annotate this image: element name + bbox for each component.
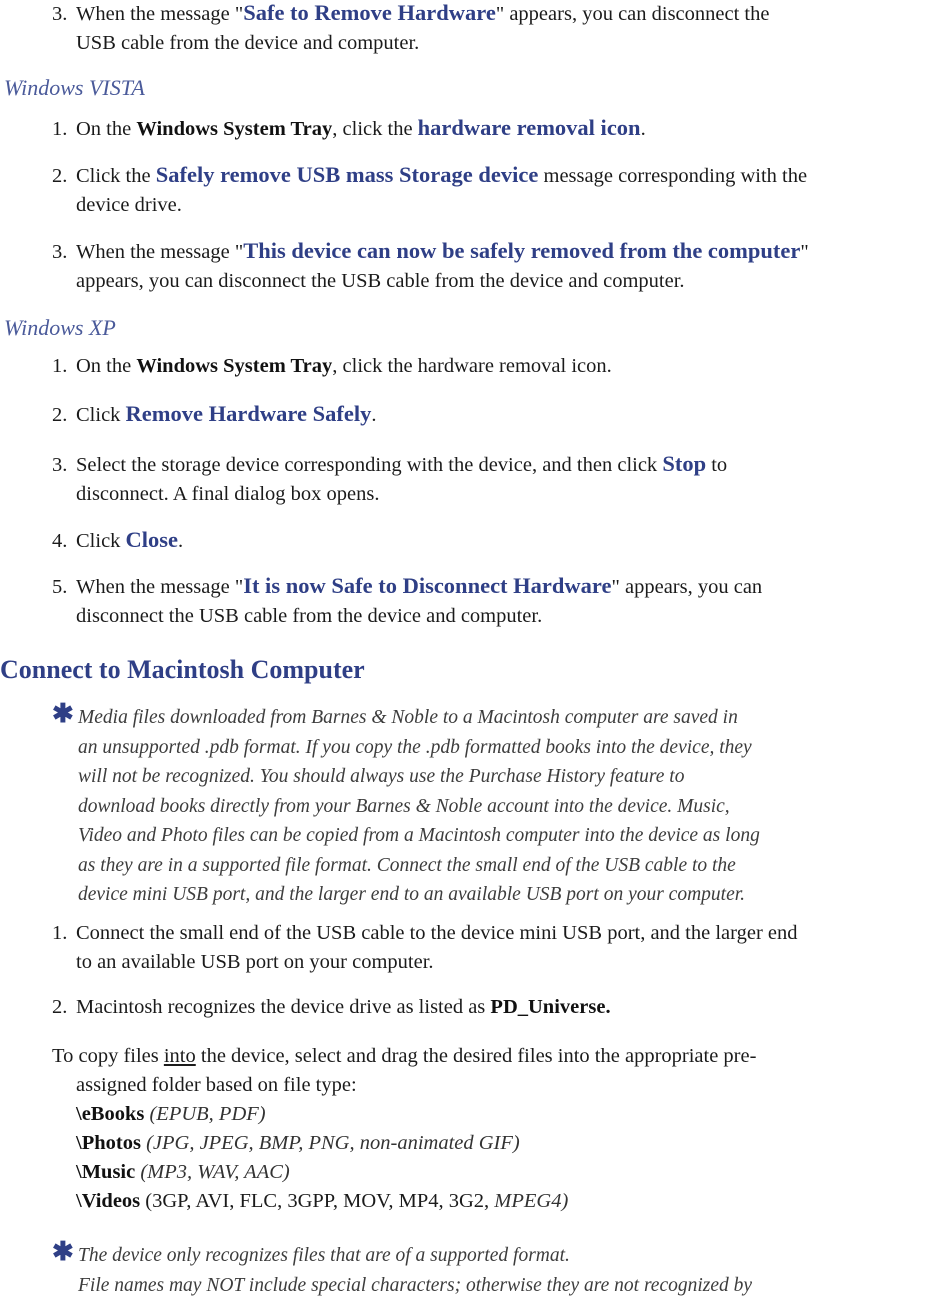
folder-path: \eBooks bbox=[76, 1103, 144, 1125]
list-item bbox=[52, 236, 809, 296]
highlight-text: Stop bbox=[662, 451, 706, 476]
folder-path: \Videos bbox=[76, 1190, 140, 1212]
highlight-text: Close bbox=[126, 527, 179, 552]
section-heading-mac: Connect to Macintosh Computer bbox=[0, 655, 365, 685]
step-number: 1. bbox=[52, 919, 76, 948]
step-text: message corresponding with the bbox=[538, 165, 807, 187]
highlight-text: It is now Safe to Disconnect Hardware bbox=[243, 573, 611, 598]
folder-path: \Photos bbox=[76, 1132, 141, 1154]
highlight-text: Safe to Remove Hardware bbox=[243, 0, 496, 25]
list-item bbox=[52, 0, 769, 58]
file-types: (EPUB, PDF) bbox=[149, 1103, 265, 1125]
file-types-italic: MPEG4) bbox=[494, 1190, 568, 1212]
step-text: . bbox=[371, 404, 376, 426]
step-text: When the message " bbox=[76, 576, 243, 598]
step-number: 2. bbox=[52, 401, 76, 430]
section-heading-xp: Windows XP bbox=[4, 315, 116, 341]
note-block-2 bbox=[52, 1241, 752, 1300]
paragraph-text: To copy files bbox=[52, 1045, 164, 1067]
step-text: When the message " bbox=[76, 3, 243, 25]
highlight-text: Remove Hardware Safely bbox=[126, 401, 372, 426]
section-heading-vista: Windows VISTA bbox=[4, 75, 145, 101]
step-text: . bbox=[641, 118, 646, 140]
bold-text: PD_Universe bbox=[490, 996, 605, 1018]
paragraph-text: the device, select and drag the desired files into the appropriate pre- bbox=[196, 1045, 757, 1067]
note-line: an unsupported .pdb format. If you copy the .pdb formatted books into the device, they bbox=[52, 733, 760, 763]
step-text: . bbox=[605, 996, 610, 1018]
list-item bbox=[52, 525, 183, 556]
asterisk-icon: ✱ bbox=[52, 703, 78, 725]
step-text-continued: disconnect the USB cable from the device and computer. bbox=[52, 602, 762, 631]
step-text: . bbox=[178, 530, 183, 552]
step-number: 4. bbox=[52, 527, 76, 556]
note-line: download books directly from your Barnes & Noble account into the device. Music, bbox=[52, 792, 760, 822]
file-types: (MP3, WAV, AAC) bbox=[140, 1161, 289, 1183]
step-number: 2. bbox=[52, 162, 76, 191]
step-text: Connect the small end of the USB cable to the device mini USB port, and the larger end bbox=[76, 922, 798, 944]
step-text-continued: appears, you can disconnect the USB cable from the device and computer. bbox=[52, 267, 809, 296]
note-line: device mini USB port, and the larger end to an available USB port on your computer. bbox=[52, 880, 760, 910]
step-number: 5. bbox=[52, 573, 76, 602]
bold-text: Windows System Tray bbox=[136, 118, 332, 140]
highlight-text: hardware removal icon bbox=[418, 115, 641, 140]
folder-music bbox=[52, 1158, 756, 1187]
note-line: Media files downloaded from Barnes & Noble to a Macintosh computer are saved in bbox=[78, 707, 738, 728]
step-number: 3. bbox=[52, 0, 76, 29]
folder-path: \Music bbox=[76, 1161, 135, 1183]
step-number: 1. bbox=[52, 115, 76, 144]
step-text-continued: USB cable from the device and computer. bbox=[52, 29, 769, 58]
step-text-continued: to an available USB port on your computer. bbox=[52, 948, 798, 977]
step-text: Click bbox=[76, 530, 126, 552]
note-line: File names may NOT include special characters; otherwise they are not recognized by bbox=[52, 1271, 752, 1300]
step-text: Click bbox=[76, 404, 126, 426]
folder-photos bbox=[52, 1129, 756, 1158]
step-text: Select the storage device corresponding with the device, and then click bbox=[76, 454, 662, 476]
asterisk-icon: ✱ bbox=[52, 1241, 78, 1263]
note-line: The device only recognizes files that are of a supported format. bbox=[78, 1245, 570, 1266]
step-number: 3. bbox=[52, 451, 76, 480]
note-block bbox=[52, 703, 760, 910]
step-text: " appears, you can bbox=[612, 576, 763, 598]
list-item bbox=[52, 352, 612, 381]
list-item bbox=[52, 113, 646, 144]
step-text-continued: disconnect. A final dialog box opens. bbox=[52, 480, 727, 509]
highlight-text: Safely remove USB mass Storage device bbox=[156, 162, 539, 187]
step-text: When the message " bbox=[76, 241, 243, 263]
step-text: On the bbox=[76, 118, 136, 140]
list-item bbox=[52, 399, 376, 430]
step-text: , click the hardware removal icon. bbox=[332, 355, 611, 377]
step-text: Macintosh recognizes the device drive as listed as bbox=[76, 996, 490, 1018]
step-text-continued: device drive. bbox=[52, 191, 807, 220]
paragraph-text-continued: assigned folder based on file type: bbox=[52, 1071, 756, 1100]
list-item bbox=[52, 993, 611, 1022]
list-item bbox=[52, 919, 798, 977]
list-item bbox=[52, 160, 807, 220]
step-number: 1. bbox=[52, 352, 76, 381]
step-number: 2. bbox=[52, 993, 76, 1022]
step-text: to bbox=[706, 454, 727, 476]
note-line: will not be recognized. You should always use the Purchase History feature to bbox=[52, 762, 760, 792]
list-item bbox=[52, 449, 727, 509]
underlined-text: into bbox=[164, 1045, 196, 1067]
step-text: " bbox=[800, 241, 808, 263]
folder-ebooks bbox=[52, 1100, 756, 1129]
step-text: " appears, you can disconnect the bbox=[496, 3, 770, 25]
list-item bbox=[52, 571, 762, 631]
copy-instructions bbox=[52, 1042, 756, 1216]
note-line: Video and Photo files can be copied from a Macintosh computer into the device as long bbox=[52, 821, 760, 851]
file-types: (3GP, AVI, FLC, 3GPP, MOV, MP4, 3G2, bbox=[145, 1190, 494, 1212]
step-text: On the bbox=[76, 355, 136, 377]
highlight-text: This device can now be safely removed from the computer bbox=[243, 238, 800, 263]
bold-text: Windows System Tray bbox=[136, 355, 332, 377]
note-line: as they are in a supported file format. Connect the small end of the USB cable to the bbox=[52, 851, 760, 881]
file-types: (JPG, JPEG, BMP, PNG, non-animated GIF) bbox=[146, 1132, 520, 1154]
step-number: 3. bbox=[52, 238, 76, 267]
step-text: Click the bbox=[76, 165, 156, 187]
folder-videos bbox=[52, 1187, 756, 1216]
step-text: , click the bbox=[332, 118, 417, 140]
